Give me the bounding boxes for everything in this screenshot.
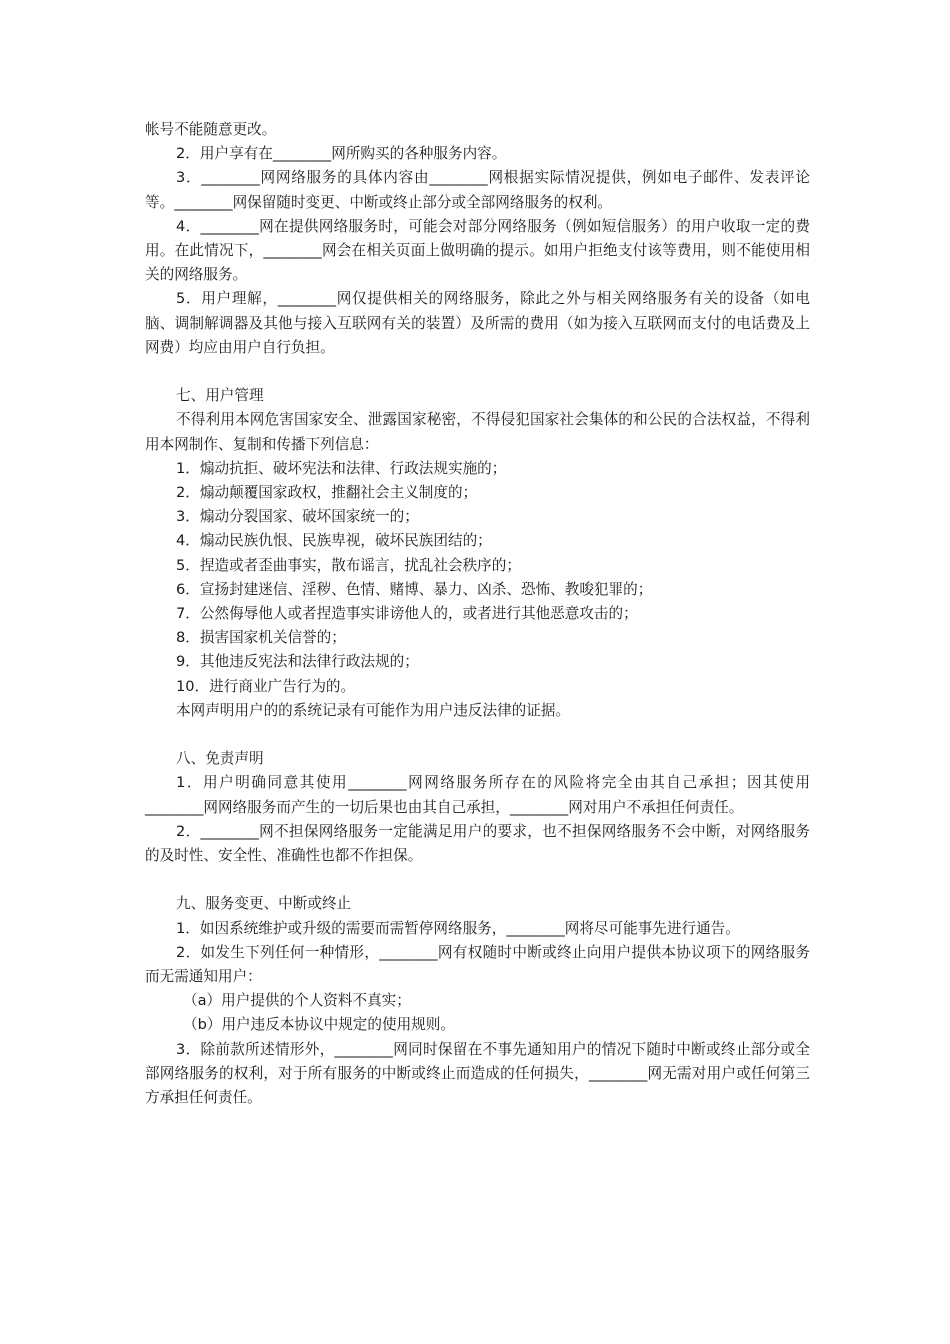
paragraph: 1．如因系统维护或升级的需要而需暂停网络服务，________网将尽可能事先进行通告。 — [176, 919, 740, 937]
list-item: 4．煽动民族仇恨、民族卑视，破坏民族团结的； — [176, 532, 492, 550]
list-item: 9．其他违反宪法和法律行政法规的； — [176, 653, 419, 671]
paragraph: 1．用户明确同意其使用________网网络服务所存在的风险将完全由其自己承担；因其使用________网网络服务而产生的一切后果也由其自己承担，________网对用户不承担任何责任。 — [145, 774, 810, 816]
paragraph: 本网声明用户的的系统记录有可能作为用户违反法律的证据。 — [176, 701, 571, 719]
section-heading: 九、服务变更、中断或终止 — [176, 895, 352, 913]
list-item: 2．煽动颠覆国家政权，推翻社会主义制度的； — [176, 484, 478, 502]
section-heading: 七、用户管理 — [176, 387, 264, 405]
blank-line — [145, 868, 810, 892]
list-item: （b）用户违反本协议中规定的使用规则。 — [183, 1016, 455, 1034]
list-item: （a）用户提供的个人资料不真实； — [183, 992, 411, 1010]
document-page — [145, 118, 810, 1110]
section-heading: 八、免责声明 — [176, 750, 264, 768]
list-item: 1．煽动抗拒、破坏宪法和法律、行政法规实施的； — [176, 459, 507, 477]
blank-line — [145, 360, 810, 384]
list-item: 5．捏造或者歪曲事实，散布谣言，扰乱社会秩序的； — [176, 556, 521, 574]
paragraph: 2．如发生下列任何一种情形，________网有权随时中断或终止向用户提供本协议项下的网络服务而无需通知用户： — [145, 943, 810, 986]
list-item: 3．煽动分裂国家、破坏国家统一的； — [176, 508, 419, 526]
list-item: 6．宣扬封建迷信、淫秽、色情、赌博、暴力、凶杀、恐怖、教唆犯罪的； — [176, 580, 653, 598]
paragraph: 2．________网不担保网络服务一定能满足用户的要求，也不担保网络服务不会中断，对网络服务的及时性、安全性、准确性也都不作担保。 — [145, 822, 810, 865]
paragraph: 帐号不能随意更改。 — [145, 121, 277, 138]
paragraph: 3．________网网络服务的具体内容由________网根据实际情况提供，例如电子邮件、发表评论等。________网保留随时变更、中断或终止部分或全部网络服务的权利。 — [145, 169, 810, 211]
paragraph: 2．用户享有在________网所购买的各种服务内容。 — [176, 145, 507, 163]
paragraph: 3．除前款所述情形外，________网同时保留在不事先通知用户的情况下随时中断或终止部分或全部网络服务的权利，对于所有服务的中断或终止而造成的任何损失，________网无需对用户或任何第三方承担任何责任。 — [145, 1040, 810, 1107]
list-item: 7．公然侮辱他人或者捏造事实诽谤他人的，或者进行其他恶意攻击的； — [176, 605, 638, 623]
list-item: 8．损害国家机关信誉的； — [176, 629, 346, 647]
blank-line — [145, 723, 810, 747]
paragraph: 4．________网在提供网络服务时，可能会对部分网络服务（例如短信服务）的用户收取一定的费用。在此情况下，________网会在相关页面上做明确的提示。如用户拒绝支付该等费用，则不能使用相关的网络服务。 — [145, 217, 810, 284]
paragraph: 不得利用本网危害国家安全、泄露国家秘密，不得侵犯国家社会集体的和公民的合法权益，不得利用本网制作、复制和传播下列信息： — [145, 411, 810, 453]
list-item: 10．进行商业广告行为的。 — [176, 677, 356, 695]
paragraph: 5．用户理解，________网仅提供相关的网络服务，除此之外与相关网络服务有关的设备（如电脑、调制解调器及其他与接入互联网有关的装置）及所需的费用（如为接入互联网而支付的电话费及上网费）均应由用户自行负担。 — [145, 290, 810, 356]
